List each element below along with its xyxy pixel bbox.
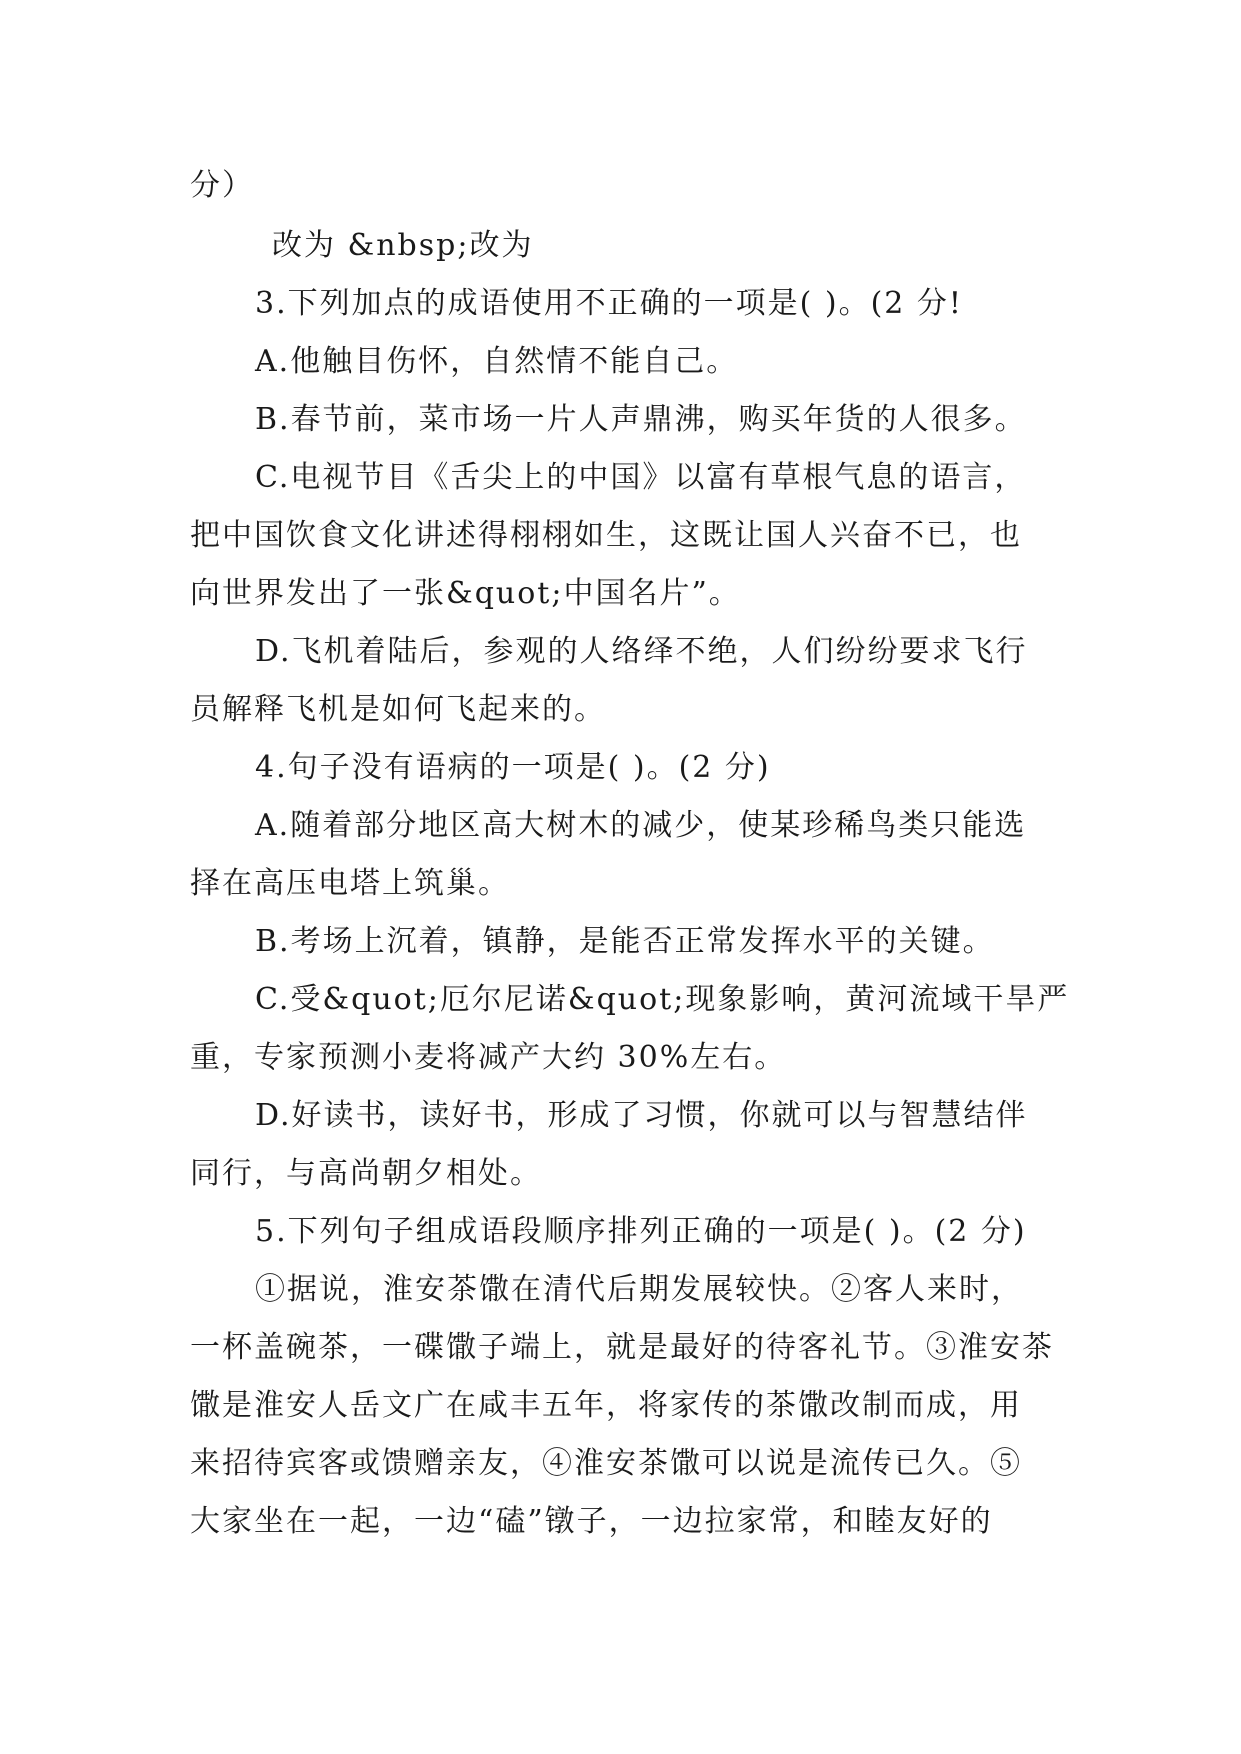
text-line: 同行，与高尚朝夕相处。 [190, 1156, 542, 1191]
text-line: 把中国饮食文化讲述得栩栩如生，这既让国人兴奋不已，也 [190, 518, 1022, 553]
question-5: 5.下列句子组成语段顺序排列正确的一项是( )。(2 分) [255, 1214, 1027, 1249]
paragraph-line: 一杯盖碗茶，一碟馓子端上，就是最好的待客礼节。③淮安茶 [190, 1330, 1054, 1365]
text-line: 择在高压电塔上筑巢。 [190, 866, 510, 901]
option-c: C.受&quot;厄尔尼诺&quot;现象影响，黄河流域干旱严 [255, 982, 1070, 1017]
paragraph-line: 来招待宾客或馈赠亲友，④淮安茶馓可以说是流传已久。⑤ [190, 1446, 1022, 1481]
text-line: 向世界发出了一张&quot;中国名片”。 [190, 576, 741, 611]
option-b: B.春节前，菜市场一片人声鼎沸，购买年货的人很多。 [255, 402, 1027, 437]
option-a: A.他触目伤怀，自然情不能自己。 [255, 344, 739, 379]
option-a: A.随着部分地区高大树木的减少，使某珍稀鸟类只能选 [255, 808, 1027, 843]
question-3: 3.下列加点的成语使用不正确的一项是( )。(2 分! [255, 286, 963, 321]
option-c: C.电视节目《舌尖上的中国》以富有草根气息的语言， [255, 460, 1027, 495]
paragraph-line: 大家坐在一起，一边“磕”镦子，一边拉家常，和睦友好的 [190, 1504, 993, 1539]
text-line: 改为 &nbsp;改为 [272, 228, 534, 263]
option-d: D.好读书，读好书，形成了习惯，你就可以与智慧结伴 [255, 1098, 1028, 1133]
paragraph-line: 馓是淮安人岳文广在咸丰五年，将家传的茶馓改制而成，用 [190, 1388, 1022, 1423]
paragraph-line: ①据说，淮安茶馓在清代后期发展较快。②客人来时， [255, 1272, 1023, 1307]
text-line: 员解释飞机是如何飞起来的。 [190, 692, 606, 727]
option-b: B.考场上沉着，镇静，是能否正常发挥水平的关键。 [255, 924, 995, 959]
option-d: D.飞机着陆后，参观的人络绎不绝，人们纷纷要求飞行 [255, 634, 1028, 669]
text-line: 重，专家预测小麦将减产大约 30%左右。 [190, 1040, 787, 1075]
question-4: 4.句子没有语病的一项是( )。(2 分) [255, 750, 771, 785]
text-line: 分） [190, 168, 254, 203]
